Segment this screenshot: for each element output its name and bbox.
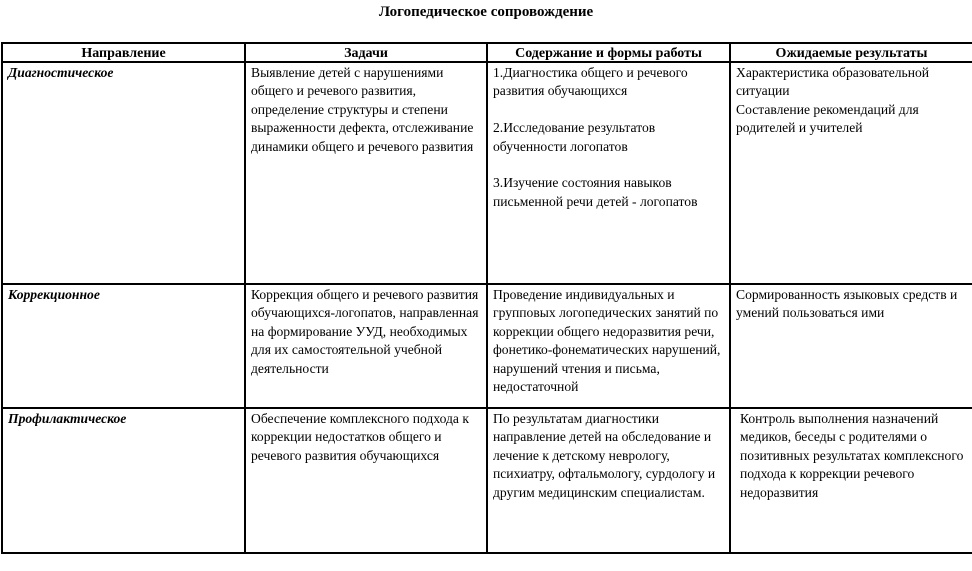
direction-cell: Диагностическое [2,62,245,284]
header-tasks: Задачи [245,43,487,62]
document-title: Логопедическое сопровождение [378,4,594,20]
result-item: Составление рекомендаций для родителей и учителей [736,101,919,136]
table-header-row [2,43,972,62]
content-item: 3.Изучение состояния навыков письменной речи детей - логопатов [493,175,698,209]
header-direction: Направление [2,43,245,62]
tasks-cell: Обеспечение комплексного подхода к коррекции недостатков общего и речевого развития обучающихся [245,408,487,553]
direction-cell: Профилактическое [2,408,245,553]
tasks-cell: Коррекция общего и речевого развития обучающихся-логопатов, направленная на формирование УУД, необходимых для их самостоятельной учебной деятельности [245,284,487,408]
content-cell [487,62,730,284]
content-cell [487,408,730,553]
header-content: Содержание и формы работы [487,43,730,62]
tasks-cell: Выявление детей с нарушениями общего и речевого развития, определение структуры и степени выраженности дефекта, отслеживание динамики общего и речевого развития [245,62,487,284]
table-row [2,62,972,284]
content-item: 2.Исследование результатов обученности логопатов [493,120,656,154]
table-row [2,284,972,408]
content-item: Проведение индивидуальных и групповых логопедических занятий по коррекции общего недоразвития речи, фонетико-фонематических нарушений, нарушений чтения и письма, недостаточной [493,287,721,395]
content-item: По результатам диагностики направление детей на обследование и лечение к детскому неврологу, психиатру, офтальмологу, сурдологу и другим медицинским специалистам. [493,411,716,500]
content-item: 1.Диагностика общего и речевого развития обучающихся [493,65,688,99]
results-cell [730,284,972,408]
direction-cell: Коррекционное [2,284,245,408]
header-results: Ожидаемые результаты [730,43,972,62]
results-cell [730,408,972,553]
table-row [2,408,972,553]
result-item: Контроль выполнения назначений медиков, беседы с родителями о позитивных результатах комплексного подхода к коррекции речевого недоразвития [740,411,964,500]
result-item: Сормированность языковых средств и умений пользоваться ими [736,287,958,321]
result-item: Характеристика образовательной ситуации [736,65,930,99]
support-table [1,42,972,554]
results-cell [730,62,972,284]
content-cell [487,284,730,408]
